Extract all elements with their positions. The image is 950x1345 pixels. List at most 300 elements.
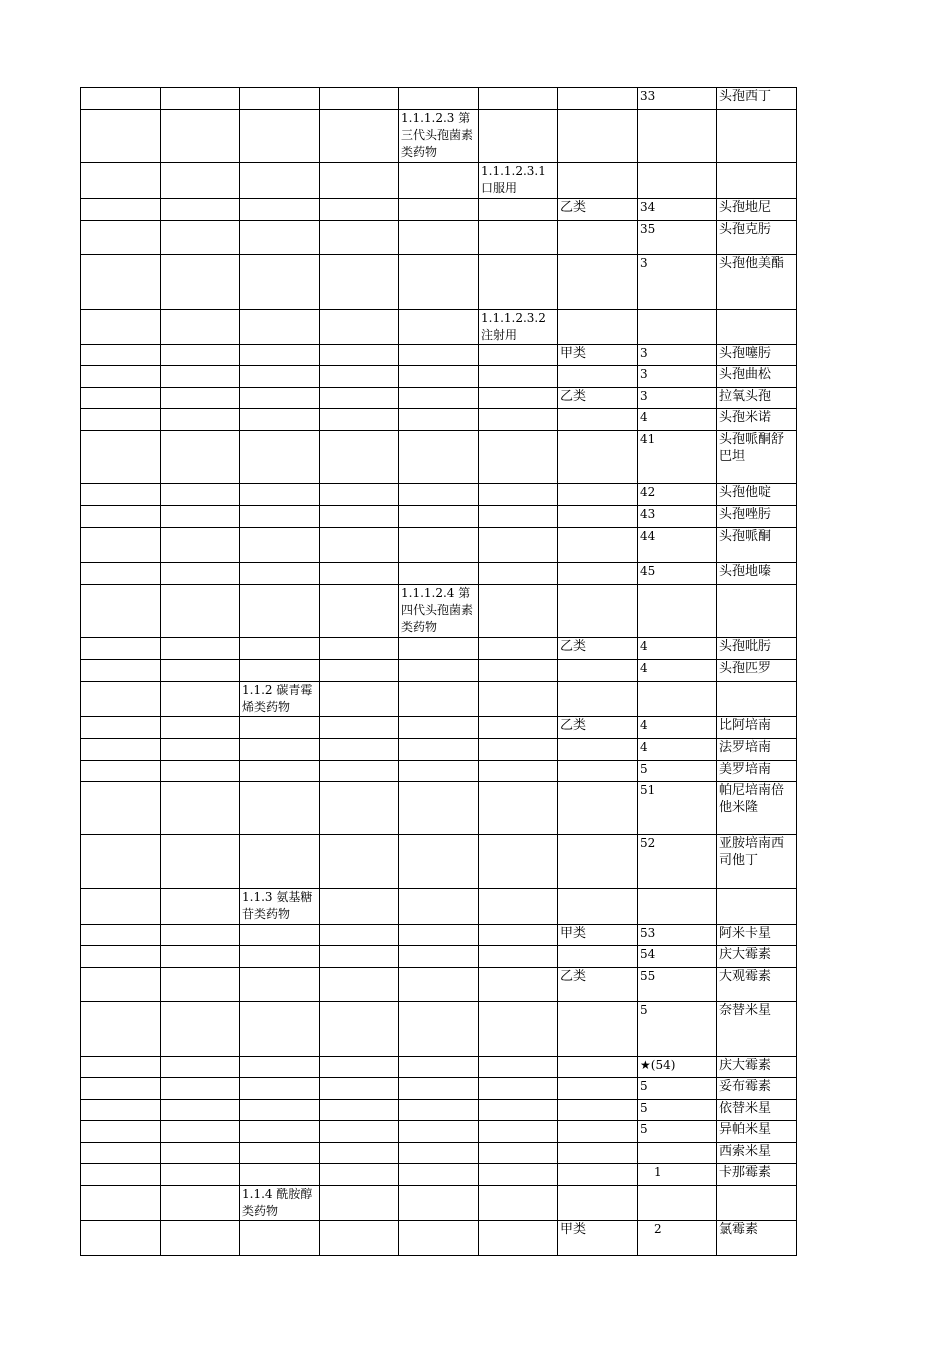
category-level-3-cell[interactable]: 1.1.2 碳青霉烯类药物	[240, 682, 320, 717]
col-b-cell[interactable]	[161, 1143, 240, 1164]
drug-name-cell[interactable]	[717, 110, 797, 163]
col-a-cell[interactable]	[81, 563, 161, 585]
category-level-3-cell[interactable]	[240, 409, 320, 431]
drug-class-cell[interactable]	[558, 946, 638, 968]
col-d-cell[interactable]	[320, 563, 399, 585]
category-level-6-cell[interactable]	[479, 1221, 558, 1256]
category-level-3-cell[interactable]	[240, 388, 320, 409]
col-b-cell[interactable]	[161, 310, 240, 345]
category-level-6-cell[interactable]	[479, 660, 558, 682]
drug-name-cell[interactable]: 比阿培南	[717, 717, 797, 739]
col-b-cell[interactable]	[161, 835, 240, 889]
drug-name-cell[interactable]: 头孢地嗪	[717, 563, 797, 585]
category-level-6-cell[interactable]	[479, 1002, 558, 1057]
category-level-3-cell[interactable]	[240, 585, 320, 638]
drug-number-cell[interactable]: 5	[638, 1100, 717, 1121]
category-level-5-cell[interactable]	[399, 310, 479, 345]
category-level-6-cell[interactable]	[479, 585, 558, 638]
col-d-cell[interactable]	[320, 717, 399, 739]
col-d-cell[interactable]	[320, 528, 399, 563]
category-level-3-cell[interactable]	[240, 310, 320, 345]
category-level-6-cell[interactable]	[479, 739, 558, 761]
category-level-6-cell[interactable]	[479, 88, 558, 110]
col-b-cell[interactable]	[161, 563, 240, 585]
category-level-3-cell[interactable]	[240, 563, 320, 585]
col-d-cell[interactable]	[320, 585, 399, 638]
drug-class-cell[interactable]: 乙类	[558, 638, 638, 660]
category-level-6-cell[interactable]	[479, 431, 558, 484]
drug-name-cell[interactable]: 头孢曲松	[717, 366, 797, 388]
col-d-cell[interactable]	[320, 1078, 399, 1100]
category-level-3-cell[interactable]	[240, 506, 320, 528]
col-b-cell[interactable]	[161, 1164, 240, 1186]
col-d-cell[interactable]	[320, 739, 399, 761]
category-level-3-cell[interactable]	[240, 366, 320, 388]
col-b-cell[interactable]	[161, 682, 240, 717]
drug-number-cell[interactable]: 33	[638, 88, 717, 110]
category-level-6-cell[interactable]	[479, 946, 558, 968]
category-level-5-cell[interactable]	[399, 968, 479, 1002]
drug-class-cell[interactable]	[558, 88, 638, 110]
category-level-3-cell[interactable]	[240, 782, 320, 835]
category-level-6-cell[interactable]	[479, 110, 558, 163]
drug-number-cell[interactable]: 45	[638, 563, 717, 585]
col-a-cell[interactable]	[81, 310, 161, 345]
drug-name-cell[interactable]: 卡那霉素	[717, 1164, 797, 1186]
category-level-5-cell[interactable]	[399, 345, 479, 366]
category-level-5-cell[interactable]	[399, 761, 479, 782]
category-level-6-cell[interactable]	[479, 761, 558, 782]
col-a-cell[interactable]	[81, 925, 161, 946]
col-d-cell[interactable]	[320, 88, 399, 110]
category-level-3-cell[interactable]	[240, 925, 320, 946]
col-d-cell[interactable]	[320, 1221, 399, 1256]
drug-number-cell[interactable]: 55	[638, 968, 717, 1002]
category-level-6-cell[interactable]	[479, 388, 558, 409]
col-a-cell[interactable]	[81, 761, 161, 782]
col-a-cell[interactable]	[81, 221, 161, 255]
col-a-cell[interactable]	[81, 1143, 161, 1164]
drug-number-cell[interactable]: 35	[638, 221, 717, 255]
drug-number-cell[interactable]: 5	[638, 1078, 717, 1100]
drug-class-cell[interactable]: 甲类	[558, 925, 638, 946]
category-level-6-cell[interactable]	[479, 255, 558, 310]
category-level-3-cell[interactable]	[240, 255, 320, 310]
drug-name-cell[interactable]: 大观霉素	[717, 968, 797, 1002]
category-level-3-cell[interactable]	[240, 1164, 320, 1186]
drug-number-cell[interactable]: 54	[638, 946, 717, 968]
drug-number-cell[interactable]: 4	[638, 409, 717, 431]
col-b-cell[interactable]	[161, 946, 240, 968]
category-level-6-cell[interactable]	[479, 409, 558, 431]
drug-name-cell[interactable]	[717, 585, 797, 638]
category-level-6-cell[interactable]	[479, 889, 558, 925]
drug-number-cell[interactable]	[638, 1143, 717, 1164]
category-level-3-cell[interactable]	[240, 739, 320, 761]
drug-number-cell[interactable]: ★(54)	[638, 1057, 717, 1078]
category-level-3-cell[interactable]: 1.1.3 氨基糖苷类药物	[240, 889, 320, 925]
category-level-5-cell[interactable]	[399, 1057, 479, 1078]
drug-name-cell[interactable]: 依替米星	[717, 1100, 797, 1121]
category-level-3-cell[interactable]	[240, 717, 320, 739]
col-a-cell[interactable]	[81, 1221, 161, 1256]
drug-class-cell[interactable]	[558, 409, 638, 431]
col-b-cell[interactable]	[161, 345, 240, 366]
drug-class-cell[interactable]	[558, 366, 638, 388]
category-level-6-cell[interactable]	[479, 1078, 558, 1100]
drug-number-cell[interactable]: 34	[638, 199, 717, 221]
drug-name-cell[interactable]	[717, 889, 797, 925]
category-level-5-cell[interactable]	[399, 835, 479, 889]
drug-name-cell[interactable]	[717, 1186, 797, 1221]
col-b-cell[interactable]	[161, 163, 240, 199]
category-level-3-cell[interactable]	[240, 761, 320, 782]
category-level-3-cell[interactable]	[240, 528, 320, 563]
col-a-cell[interactable]	[81, 782, 161, 835]
col-b-cell[interactable]	[161, 638, 240, 660]
col-b-cell[interactable]	[161, 1221, 240, 1256]
col-b-cell[interactable]	[161, 717, 240, 739]
drug-class-cell[interactable]	[558, 163, 638, 199]
col-d-cell[interactable]	[320, 889, 399, 925]
col-a-cell[interactable]	[81, 1164, 161, 1186]
col-b-cell[interactable]	[161, 782, 240, 835]
category-level-5-cell[interactable]: 1.1.1.2.4 第四代头孢菌素类药物	[399, 585, 479, 638]
drug-class-cell[interactable]	[558, 1002, 638, 1057]
col-b-cell[interactable]	[161, 388, 240, 409]
category-level-3-cell[interactable]	[240, 638, 320, 660]
drug-class-cell[interactable]	[558, 739, 638, 761]
col-d-cell[interactable]	[320, 1143, 399, 1164]
category-level-6-cell[interactable]	[479, 1164, 558, 1186]
col-a-cell[interactable]	[81, 1186, 161, 1221]
drug-number-cell[interactable]	[638, 110, 717, 163]
col-d-cell[interactable]	[320, 431, 399, 484]
col-d-cell[interactable]	[320, 782, 399, 835]
drug-class-cell[interactable]	[558, 761, 638, 782]
col-b-cell[interactable]	[161, 88, 240, 110]
col-a-cell[interactable]	[81, 660, 161, 682]
category-level-3-cell[interactable]	[240, 968, 320, 1002]
drug-class-cell[interactable]	[558, 563, 638, 585]
category-level-6-cell[interactable]	[479, 638, 558, 660]
category-level-3-cell[interactable]	[240, 431, 320, 484]
col-d-cell[interactable]	[320, 946, 399, 968]
col-b-cell[interactable]	[161, 660, 240, 682]
drug-number-cell[interactable]: 3	[638, 366, 717, 388]
col-d-cell[interactable]	[320, 388, 399, 409]
col-b-cell[interactable]	[161, 431, 240, 484]
col-a-cell[interactable]	[81, 1078, 161, 1100]
col-b-cell[interactable]	[161, 1100, 240, 1121]
col-d-cell[interactable]	[320, 366, 399, 388]
drug-name-cell[interactable]: 头孢西丁	[717, 88, 797, 110]
drug-name-cell[interactable]: 妥布霉素	[717, 1078, 797, 1100]
category-level-5-cell[interactable]	[399, 682, 479, 717]
drug-name-cell[interactable]: 头孢他美酯	[717, 255, 797, 310]
drug-name-cell[interactable]: 奈替米星	[717, 1002, 797, 1057]
drug-number-cell[interactable]: 44	[638, 528, 717, 563]
drug-name-cell[interactable]: 头孢吡肟	[717, 638, 797, 660]
category-level-3-cell[interactable]	[240, 1078, 320, 1100]
col-d-cell[interactable]	[320, 255, 399, 310]
drug-class-cell[interactable]	[558, 506, 638, 528]
category-level-3-cell[interactable]	[240, 88, 320, 110]
category-level-5-cell[interactable]	[399, 528, 479, 563]
drug-class-cell[interactable]: 乙类	[558, 199, 638, 221]
col-a-cell[interactable]	[81, 409, 161, 431]
category-level-3-cell[interactable]	[240, 1143, 320, 1164]
col-a-cell[interactable]	[81, 739, 161, 761]
category-level-5-cell[interactable]	[399, 484, 479, 506]
col-d-cell[interactable]	[320, 484, 399, 506]
col-b-cell[interactable]	[161, 1057, 240, 1078]
category-level-5-cell[interactable]	[399, 88, 479, 110]
category-level-5-cell[interactable]	[399, 506, 479, 528]
col-b-cell[interactable]	[161, 585, 240, 638]
category-level-6-cell[interactable]	[479, 1186, 558, 1221]
category-level-5-cell[interactable]	[399, 925, 479, 946]
category-level-3-cell[interactable]	[240, 1121, 320, 1143]
col-b-cell[interactable]	[161, 506, 240, 528]
category-level-5-cell[interactable]	[399, 1186, 479, 1221]
category-level-5-cell[interactable]	[399, 782, 479, 835]
category-level-6-cell[interactable]	[479, 366, 558, 388]
category-level-6-cell[interactable]	[479, 1121, 558, 1143]
category-level-3-cell[interactable]: 1.1.4 酰胺醇类药物	[240, 1186, 320, 1221]
col-b-cell[interactable]	[161, 221, 240, 255]
category-level-6-cell[interactable]	[479, 1100, 558, 1121]
col-b-cell[interactable]	[161, 925, 240, 946]
col-a-cell[interactable]	[81, 968, 161, 1002]
col-d-cell[interactable]	[320, 409, 399, 431]
col-b-cell[interactable]	[161, 1002, 240, 1057]
col-b-cell[interactable]	[161, 761, 240, 782]
drug-class-cell[interactable]	[558, 431, 638, 484]
category-level-5-cell[interactable]	[399, 1121, 479, 1143]
category-level-5-cell[interactable]	[399, 1164, 479, 1186]
col-a-cell[interactable]	[81, 638, 161, 660]
col-d-cell[interactable]	[320, 506, 399, 528]
drug-class-cell[interactable]	[558, 255, 638, 310]
drug-name-cell[interactable]: 头孢地尼	[717, 199, 797, 221]
drug-name-cell[interactable]: 异帕米星	[717, 1121, 797, 1143]
drug-name-cell[interactable]: 拉氧头孢	[717, 388, 797, 409]
drug-number-cell[interactable]: 3	[638, 345, 717, 366]
drug-class-cell[interactable]: 乙类	[558, 388, 638, 409]
drug-class-cell[interactable]	[558, 1143, 638, 1164]
drug-number-cell[interactable]: 4	[638, 638, 717, 660]
col-d-cell[interactable]	[320, 682, 399, 717]
col-a-cell[interactable]	[81, 1100, 161, 1121]
drug-name-cell[interactable]	[717, 682, 797, 717]
col-b-cell[interactable]	[161, 528, 240, 563]
col-a-cell[interactable]	[81, 199, 161, 221]
drug-number-cell[interactable]: 52	[638, 835, 717, 889]
drug-name-cell[interactable]: 头孢匹罗	[717, 660, 797, 682]
col-a-cell[interactable]	[81, 1121, 161, 1143]
drug-number-cell[interactable]: 4	[638, 717, 717, 739]
category-level-6-cell[interactable]: 1.1.1.2.3.1 口服用	[479, 163, 558, 199]
col-a-cell[interactable]	[81, 1002, 161, 1057]
col-a-cell[interactable]	[81, 1057, 161, 1078]
col-d-cell[interactable]	[320, 1002, 399, 1057]
category-level-5-cell[interactable]	[399, 1100, 479, 1121]
category-level-5-cell[interactable]	[399, 660, 479, 682]
category-level-5-cell[interactable]	[399, 409, 479, 431]
drug-class-cell[interactable]	[558, 528, 638, 563]
drug-class-cell[interactable]: 乙类	[558, 717, 638, 739]
category-level-3-cell[interactable]	[240, 660, 320, 682]
category-level-6-cell[interactable]	[479, 968, 558, 1002]
drug-name-cell[interactable]: 西索米星	[717, 1143, 797, 1164]
drug-name-cell[interactable]: 亚胺培南西司他丁	[717, 835, 797, 889]
drug-class-cell[interactable]	[558, 682, 638, 717]
col-d-cell[interactable]	[320, 761, 399, 782]
drug-number-cell[interactable]	[638, 682, 717, 717]
drug-class-cell[interactable]	[558, 889, 638, 925]
drug-class-cell[interactable]	[558, 782, 638, 835]
col-a-cell[interactable]	[81, 835, 161, 889]
col-b-cell[interactable]	[161, 968, 240, 1002]
drug-name-cell[interactable]: 头孢哌酮	[717, 528, 797, 563]
drug-number-cell[interactable]: 2	[638, 1221, 717, 1256]
drug-class-cell[interactable]: 甲类	[558, 1221, 638, 1256]
drug-number-cell[interactable]	[638, 889, 717, 925]
col-a-cell[interactable]	[81, 946, 161, 968]
category-level-5-cell[interactable]	[399, 221, 479, 255]
col-a-cell[interactable]	[81, 345, 161, 366]
drug-number-cell[interactable]	[638, 585, 717, 638]
drug-name-cell[interactable]: 头孢克肟	[717, 221, 797, 255]
category-level-5-cell[interactable]	[399, 563, 479, 585]
category-level-6-cell[interactable]	[479, 835, 558, 889]
col-b-cell[interactable]	[161, 889, 240, 925]
category-level-3-cell[interactable]	[240, 1002, 320, 1057]
category-level-6-cell[interactable]	[479, 506, 558, 528]
col-d-cell[interactable]	[320, 1164, 399, 1186]
col-d-cell[interactable]	[320, 110, 399, 163]
drug-class-cell[interactable]	[558, 310, 638, 345]
drug-class-cell[interactable]	[558, 484, 638, 506]
col-a-cell[interactable]	[81, 528, 161, 563]
category-level-6-cell[interactable]	[479, 1143, 558, 1164]
col-b-cell[interactable]	[161, 199, 240, 221]
col-a-cell[interactable]	[81, 88, 161, 110]
col-b-cell[interactable]	[161, 110, 240, 163]
drug-number-cell[interactable]	[638, 310, 717, 345]
col-d-cell[interactable]	[320, 163, 399, 199]
drug-class-cell[interactable]	[558, 835, 638, 889]
category-level-5-cell[interactable]	[399, 199, 479, 221]
category-level-3-cell[interactable]	[240, 345, 320, 366]
col-d-cell[interactable]	[320, 199, 399, 221]
drug-number-cell[interactable]	[638, 163, 717, 199]
category-level-6-cell[interactable]: 1.1.1.2.3.2 注射用	[479, 310, 558, 345]
col-d-cell[interactable]	[320, 1186, 399, 1221]
category-level-5-cell[interactable]	[399, 255, 479, 310]
drug-name-cell[interactable]: 法罗培南	[717, 739, 797, 761]
drug-name-cell[interactable]: 头孢他啶	[717, 484, 797, 506]
category-level-6-cell[interactable]	[479, 199, 558, 221]
drug-number-cell[interactable]: 5	[638, 1002, 717, 1057]
drug-class-cell[interactable]	[558, 660, 638, 682]
category-level-5-cell[interactable]	[399, 946, 479, 968]
drug-number-cell[interactable]: 43	[638, 506, 717, 528]
drug-name-cell[interactable]: 帕尼培南倍他米隆	[717, 782, 797, 835]
category-level-5-cell[interactable]	[399, 739, 479, 761]
category-level-3-cell[interactable]	[240, 946, 320, 968]
col-a-cell[interactable]	[81, 484, 161, 506]
drug-name-cell[interactable]	[717, 163, 797, 199]
drug-number-cell[interactable]: 41	[638, 431, 717, 484]
col-d-cell[interactable]	[320, 660, 399, 682]
drug-name-cell[interactable]: 阿米卡星	[717, 925, 797, 946]
drug-class-cell[interactable]: 甲类	[558, 345, 638, 366]
col-b-cell[interactable]	[161, 739, 240, 761]
drug-class-cell[interactable]	[558, 1164, 638, 1186]
col-b-cell[interactable]	[161, 255, 240, 310]
drug-number-cell[interactable]: 42	[638, 484, 717, 506]
drug-number-cell[interactable]	[638, 1186, 717, 1221]
col-a-cell[interactable]	[81, 431, 161, 484]
drug-name-cell[interactable]: 庆大霉素	[717, 1057, 797, 1078]
category-level-6-cell[interactable]	[479, 563, 558, 585]
drug-number-cell[interactable]: 51	[638, 782, 717, 835]
drug-name-cell[interactable]: 头孢米诺	[717, 409, 797, 431]
category-level-5-cell[interactable]	[399, 1143, 479, 1164]
drug-name-cell[interactable]: 美罗培南	[717, 761, 797, 782]
drug-number-cell[interactable]: 1	[638, 1164, 717, 1186]
category-level-6-cell[interactable]	[479, 782, 558, 835]
drug-number-cell[interactable]: 4	[638, 660, 717, 682]
drug-name-cell[interactable]: 氯霉素	[717, 1221, 797, 1256]
col-a-cell[interactable]	[81, 255, 161, 310]
drug-number-cell[interactable]: 5	[638, 1121, 717, 1143]
drug-class-cell[interactable]	[558, 1186, 638, 1221]
category-level-6-cell[interactable]	[479, 925, 558, 946]
drug-number-cell[interactable]: 5	[638, 761, 717, 782]
col-a-cell[interactable]	[81, 388, 161, 409]
category-level-3-cell[interactable]	[240, 835, 320, 889]
col-b-cell[interactable]	[161, 366, 240, 388]
drug-number-cell[interactable]: 3	[638, 388, 717, 409]
col-a-cell[interactable]	[81, 163, 161, 199]
category-level-3-cell[interactable]	[240, 221, 320, 255]
col-d-cell[interactable]	[320, 345, 399, 366]
drug-class-cell[interactable]: 乙类	[558, 968, 638, 1002]
col-a-cell[interactable]	[81, 366, 161, 388]
drug-number-cell[interactable]: 3	[638, 255, 717, 310]
col-d-cell[interactable]	[320, 1057, 399, 1078]
category-level-5-cell[interactable]	[399, 163, 479, 199]
category-level-5-cell[interactable]	[399, 889, 479, 925]
category-level-3-cell[interactable]	[240, 484, 320, 506]
category-level-3-cell[interactable]	[240, 1100, 320, 1121]
col-a-cell[interactable]	[81, 506, 161, 528]
col-b-cell[interactable]	[161, 1078, 240, 1100]
col-d-cell[interactable]	[320, 968, 399, 1002]
col-d-cell[interactable]	[320, 925, 399, 946]
drug-name-cell[interactable]: 头孢噻肟	[717, 345, 797, 366]
drug-name-cell[interactable]	[717, 310, 797, 345]
drug-name-cell[interactable]: 头孢唑肟	[717, 506, 797, 528]
col-d-cell[interactable]	[320, 1121, 399, 1143]
drug-number-cell[interactable]: 4	[638, 739, 717, 761]
category-level-5-cell[interactable]	[399, 717, 479, 739]
drug-number-cell[interactable]: 53	[638, 925, 717, 946]
col-b-cell[interactable]	[161, 484, 240, 506]
